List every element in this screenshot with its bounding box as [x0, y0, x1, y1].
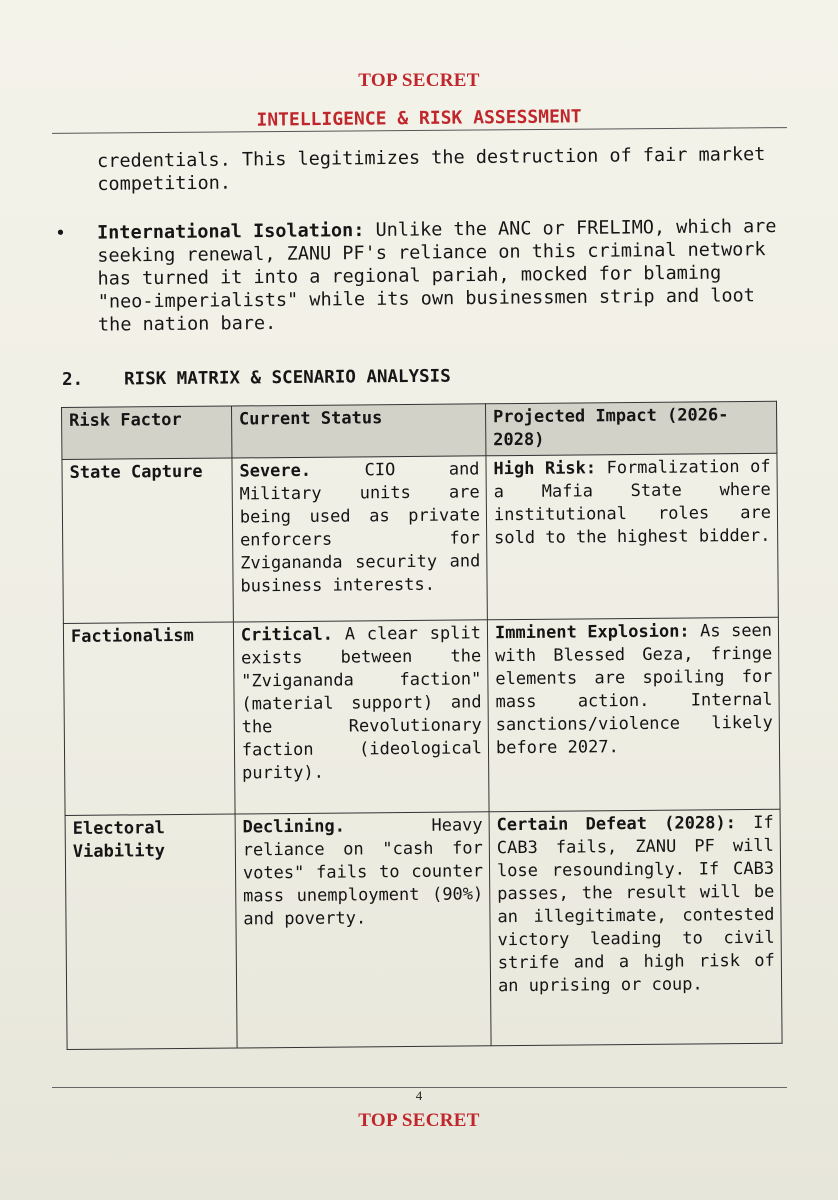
bullet-text: [97, 215, 788, 337]
continuation-paragraph: credentials. This legitimizes the destruction of fair market competition.: [97, 144, 766, 195]
impact-cell: [486, 453, 778, 620]
impact-cell: [489, 809, 782, 1046]
impact-text: Formalization of a Mafia State where institutional roles are sold to the highest bidder.: [493, 456, 772, 549]
table-header-row: [62, 401, 777, 459]
section-title: RISK MATRIX & SCENARIO ANALYSIS: [123, 366, 451, 390]
bullet-body: Unlike the ANC or FRELIMO, which are seeking renewal, ZANU PF's reliance on this criminal network has turned it into a regional pariah, mocked for blaming "neo-imperialists" while its own businessmen strip and loot the nation bare.: [97, 216, 777, 336]
page-number: 4: [415, 1088, 423, 1103]
section-heading: [62, 364, 762, 390]
status-cell: [235, 812, 491, 1048]
risk-factor-cell: Factionalism: [63, 622, 235, 815]
status-cell: [232, 456, 488, 622]
impact-lead: Imminent Explosion:: [494, 621, 690, 644]
risk-matrix-table-wrap: [61, 401, 783, 1050]
status-text: CIO and Military units are being used as private enforcers for Zvigananda security and business interests.: [239, 459, 481, 597]
risk-factor-cell: Electoral Viability: [65, 814, 237, 1049]
table-row: [62, 453, 778, 623]
status-lead: Declining.: [242, 816, 345, 838]
table-row: [63, 617, 780, 815]
section-number: 2.: [62, 369, 84, 390]
bullet-dot-icon: •: [55, 222, 67, 244]
bullet-lead: International Isolation:: [97, 220, 365, 244]
risk-matrix-table: [61, 401, 783, 1050]
impact-cell: [487, 617, 780, 812]
status-lead: Critical.: [240, 624, 334, 646]
status-lead: Severe.: [239, 460, 312, 482]
status-text: Heavy reliance on "cash for votes" fails to counter mass unemployment (90%) and poverty.: [242, 815, 484, 930]
table-row: [65, 809, 782, 1049]
impact-lead: High Risk:: [493, 458, 597, 480]
status-text: A clear split exists between the "Zvigananda faction" (material support) and the Revolutionary faction (ideological purity).: [240, 623, 483, 784]
classification-footer: TOP SECRET: [358, 1110, 480, 1131]
bullet-item: [55, 215, 790, 336]
header-projected-impact: Projected Impact (2026-2028): [485, 401, 776, 456]
impact-text: If CAB3 fails, ZANU PF will lose resoundingly. If CAB3 passes, the result will be an illegitimate, contested victory leading to civil strife and a high risk of an uprising or coup.: [496, 812, 775, 997]
impact-text: As seen with Blessed Geza, fringe elements are spoiling for mass action. Internal sanctions/violence likely before 2027.: [495, 620, 773, 759]
document-title: INTELLIGENCE & RISK ASSESSMENT: [256, 106, 582, 131]
impact-lead: Certain Defeat (2028):: [496, 813, 736, 836]
classification-header: TOP SECRET: [358, 70, 480, 91]
header-current-status: Current Status: [231, 404, 486, 458]
status-cell: [233, 620, 489, 814]
header-risk-factor: Risk Factor: [62, 406, 232, 459]
risk-factor-cell: State Capture: [62, 458, 233, 623]
